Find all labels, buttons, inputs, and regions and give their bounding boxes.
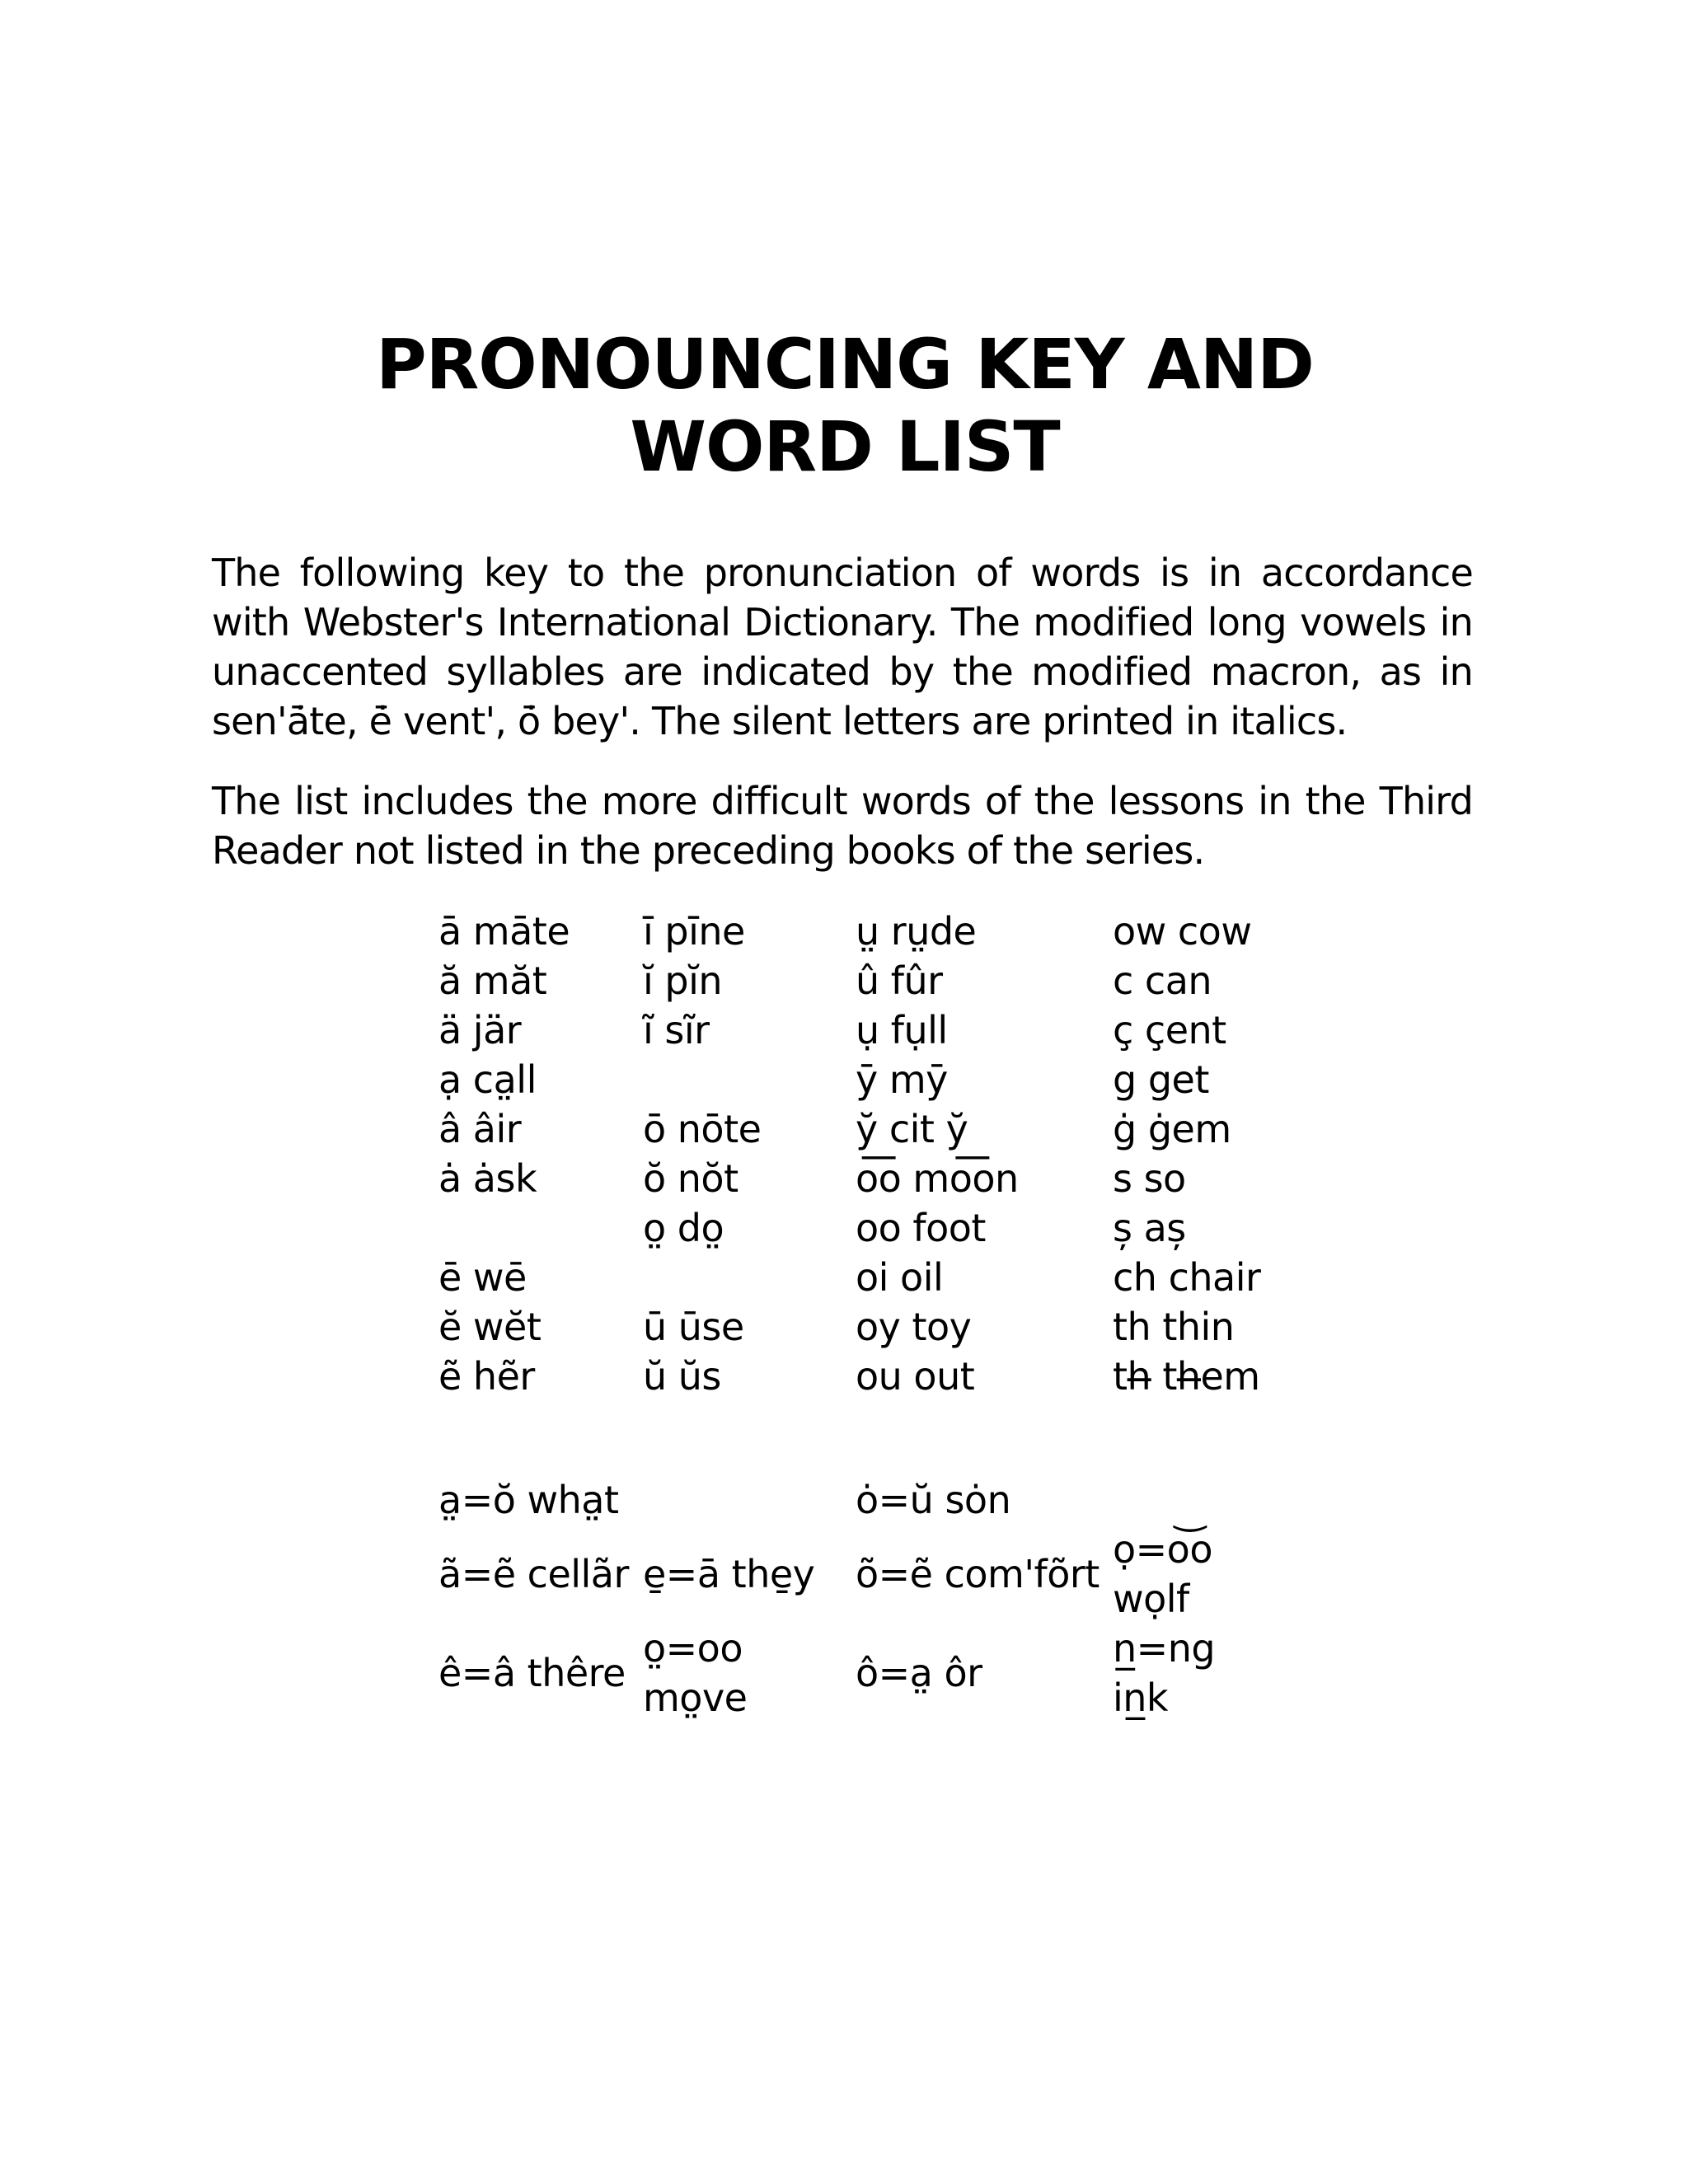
key-cell: [1113, 1475, 1261, 1525]
key-row: [438, 1253, 1261, 1302]
key-cell: ĭ pĭn: [643, 958, 723, 1003]
key-cell: [438, 1401, 643, 1475]
key-cell: ȯ=ŭ sȯn: [856, 1478, 1011, 1522]
key-cell: ū ūse: [643, 1305, 744, 1349]
key-cell: û fûr: [856, 958, 943, 1003]
key-cell: ch chair: [1113, 1255, 1261, 1300]
key-cell: th thin: [1113, 1305, 1235, 1349]
key-row: [438, 1352, 1261, 1401]
key-cell: e̱=ā the̱y: [643, 1552, 815, 1596]
key-cell: n̲=ng in̲k: [1113, 1626, 1216, 1720]
key-row: [438, 1154, 1261, 1203]
key-row: [438, 1302, 1261, 1352]
page-title: PRONOUNCING KEY AND WORD LIST: [376, 324, 1314, 487]
key-cell: ô=a̤ ôr: [856, 1651, 982, 1695]
key-cell: õ=ẽ com'fõrt: [856, 1552, 1100, 1596]
key-cell: ĩ sĩr: [643, 1008, 710, 1052]
key-cell: ow cow: [1113, 909, 1252, 954]
key-cell: ȳ mȳ: [856, 1057, 948, 1102]
key-cell: oy toy: [856, 1305, 972, 1349]
key-row-spacer: [438, 1401, 1261, 1475]
key-cell: oo foot: [856, 1206, 986, 1250]
key-cell: ȧ ȧsk: [438, 1156, 537, 1201]
key-cell: ụ fụll: [856, 1008, 948, 1052]
key-cell: [643, 1475, 856, 1525]
key-cell: oi oil: [856, 1255, 944, 1300]
key-cell: y̆ cit y̆: [856, 1107, 968, 1151]
key-cell: ă măt: [438, 958, 547, 1003]
key-cell: ō nōte: [643, 1107, 762, 1151]
key-cell: ê=â thêre: [438, 1651, 626, 1695]
key-cell: ē wē: [438, 1255, 527, 1300]
key-cell: c can: [1113, 958, 1212, 1003]
key-row: [438, 956, 1261, 1005]
word-list-paragraph: The list includes the more difficult words of the lessons in the Third Reader not listed in the preceding books of the series.: [212, 779, 1473, 873]
key-cell: ç çent: [1113, 1008, 1226, 1052]
key-cell: g get: [1113, 1057, 1209, 1102]
key-row: [438, 1104, 1261, 1154]
key-cell: [856, 1401, 1113, 1475]
key-cell: o̤ do̤: [643, 1206, 724, 1250]
key-cell: ŭ ŭs: [643, 1354, 721, 1399]
key-cell: ṳ rṳde: [856, 909, 977, 954]
key-cell: ŏ nŏt: [643, 1156, 738, 1201]
key-cell: o͞o mo͞on: [856, 1156, 1019, 1201]
pronunciation-key-table: [438, 907, 1261, 1722]
key-cell: [1113, 1401, 1261, 1475]
key-row: [438, 1005, 1261, 1055]
key-row: [438, 1055, 1261, 1104]
key-row: [438, 1475, 1261, 1525]
key-row: [438, 1203, 1261, 1253]
key-cell: ọ=o͝o wọlf: [1113, 1527, 1212, 1621]
key-cell: ou out: [856, 1354, 975, 1399]
key-cell: ẽ hẽr: [438, 1354, 535, 1399]
key-cell: [438, 1203, 643, 1253]
key-cell: [643, 1401, 856, 1475]
key-cell: ā māte: [438, 909, 570, 954]
key-cell: â âir: [438, 1107, 522, 1151]
key-cell: ĕ wĕt: [438, 1305, 542, 1349]
key-cell: ä jär: [438, 1008, 522, 1052]
key-row: [438, 907, 1261, 956]
key-cell: a̤=ŏ wha̤t: [438, 1478, 619, 1522]
key-cell: [643, 1055, 856, 1104]
key-cell: ġ ġem: [1113, 1107, 1231, 1151]
key-cell: th̶ th̶em: [1113, 1354, 1260, 1399]
key-cell: o̤=oo mo̤ve: [643, 1626, 748, 1720]
key-row: [438, 1525, 1261, 1624]
key-cell: s so: [1113, 1156, 1186, 1201]
key-row: [438, 1624, 1261, 1722]
key-cell: ș aș: [1113, 1206, 1186, 1250]
key-cell: ī pīne: [643, 909, 745, 954]
key-cell: ã=ẽ cellãr: [438, 1552, 629, 1596]
key-cell: [643, 1253, 856, 1302]
intro-paragraph: The following key to the pronunciation of words is in accordance with Webster's International Dictionary. The modified long vowels in unaccented syllables are indicated by the modified macron, as in sen'ā̇te, ē̇ vent', ō̇ bey'. The silent letters are printed in italics.: [212, 551, 1473, 743]
key-cell: ạ ca̤ll: [438, 1057, 537, 1102]
